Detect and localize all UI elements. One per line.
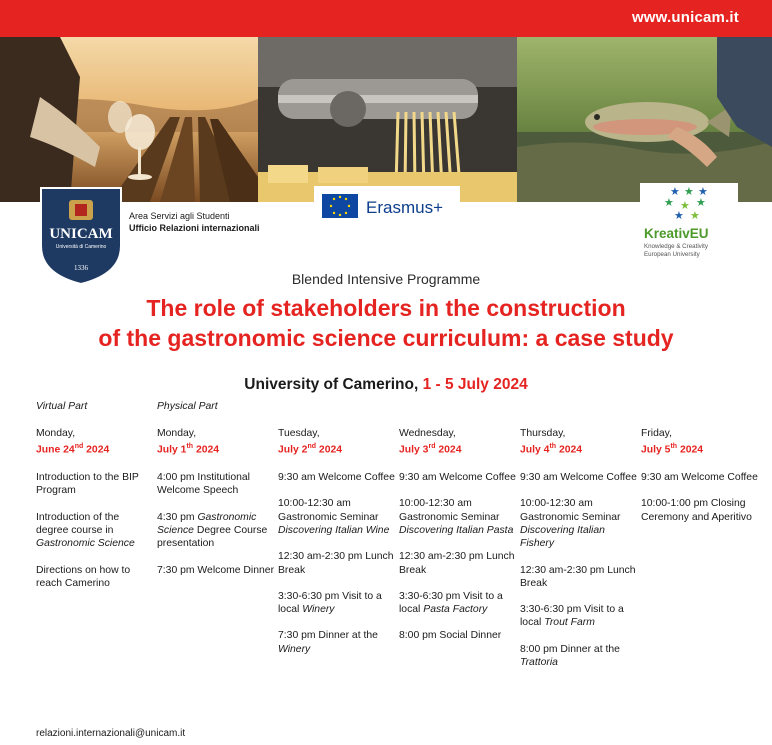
part-label: Physical Part (157, 401, 218, 412)
svg-text:★: ★ (680, 199, 690, 212)
schedule-item: 7:30 pm Dinner at the Winery (278, 630, 378, 655)
date: July 3rd 2024 (399, 443, 462, 456)
schedule-item: 9:30 am Welcome Coffee (399, 472, 516, 484)
programme-title (0, 293, 772, 353)
pasta-photo (258, 37, 517, 202)
part-label (520, 400, 638, 427)
erasmus-text: Erasmus+ (366, 198, 443, 217)
part-label (641, 400, 759, 427)
programme-kind: Blended Intensive Programme (291, 271, 481, 287)
schedule-day-1 (36, 400, 154, 603)
schedule-item: 12:30 am-2:30 pm Lunch Break (278, 551, 394, 576)
kreativeu-text: KreativEU (644, 226, 709, 241)
schedule-item: 9:30 am Welcome Coffee (520, 472, 637, 484)
kreativeu-sub2: European University (644, 251, 700, 258)
contact-email[interactable]: relazioni.internazionali@unicam.it (36, 728, 186, 739)
weekday: Tuesday, (278, 428, 320, 439)
schedule-item: 12:30 am-2:30 pm Lunch Break (399, 551, 515, 576)
schedule-item: 8:00 pm Social Dinner (399, 630, 502, 642)
schedule-item: 7:30 pm Welcome Dinner (157, 564, 275, 576)
weekday: Monday, (157, 428, 197, 439)
schedule-item: 4:30 pm Gastronomic Science Degree Course presentation (157, 511, 268, 550)
schedule-item: 3:30-6:30 pm Visit to a local Pasta Factory (399, 590, 503, 616)
schedule-item: 3:30-6:30 pm Visit to a local Trout Farm (520, 604, 624, 629)
date: June 24nd 2024 (36, 443, 110, 456)
schedule-item: 3:30-6:30 pm Visit to a local Winery (278, 590, 382, 616)
date: July 5th 2024 (641, 443, 704, 456)
kreativeu-sub1: Knowledge & Creativity (644, 243, 708, 250)
kreativeu-logo (640, 183, 738, 261)
weekday: Monday, (36, 428, 76, 439)
erasmus-logo (314, 186, 460, 226)
schedule-day-2 (157, 400, 275, 590)
weekday: Friday, (641, 428, 672, 439)
day-heading (399, 427, 517, 457)
part-label: Virtual Part (36, 401, 88, 412)
schedule-item: 9:30 am Welcome Coffee (641, 472, 758, 484)
schedule-item: 9:30 am Welcome Coffee (278, 472, 395, 484)
wine-photo (0, 37, 258, 202)
schedule-day-5 (520, 400, 638, 682)
trout-photo (517, 37, 772, 202)
svg-text:★: ★ (696, 196, 706, 209)
title-line2: of the gastronomic science curriculum: a case study (98, 325, 674, 351)
date: July 4th 2024 (520, 443, 583, 456)
office-line1: Area Servizi agli Studenti (129, 211, 230, 221)
schedule-item: 10:00-12:30 am Gastronomic Seminar Discovering Italian Pasta (399, 498, 514, 536)
site-url[interactable]: www.unicam.it (631, 9, 739, 26)
day-heading (278, 427, 396, 457)
schedule-day-3 (278, 400, 396, 669)
schedule-item: 8:00 pm Dinner at the Trattoria (520, 643, 620, 669)
day-heading (36, 427, 154, 457)
dates: 1 - 5 July 2024 (422, 376, 528, 393)
schedule-day-4 (399, 400, 517, 656)
weekday: Wednesday, (399, 428, 456, 439)
date: July 2nd 2024 (278, 443, 343, 456)
title-line1: The role of stakeholders in the construction (146, 295, 626, 321)
venue: University of Camerino, (244, 376, 419, 393)
schedule-item: Introduction of the degree course in Gastronomic Science (36, 511, 135, 550)
day-heading (641, 427, 759, 457)
unicam-logo-text: UNICAM (49, 226, 113, 242)
schedule-item: 10:00-12:30 am Gastronomic Seminar Discovering Italian Wine (278, 498, 390, 536)
weekday: Thursday, (520, 428, 566, 439)
svg-text:★: ★ (684, 185, 694, 198)
day-heading (157, 427, 275, 457)
schedule-item: 10:00-1:00 pm Closing Ceremony and Aperitivo (641, 498, 752, 523)
svg-text:★: ★ (690, 209, 700, 222)
part-label (278, 400, 396, 427)
venue-dates (0, 376, 772, 394)
day-heading (520, 427, 638, 457)
schedule-item: Introduction to the BIP Program (36, 472, 139, 497)
office-line2: Ufficio Relazioni internazionali (129, 223, 260, 233)
schedule-item: 4:00 pm Institutional Welcome Speech (157, 472, 250, 497)
schedule-item: 10:00-12:30 am Gastronomic Seminar Discovering Italian Fishery (520, 498, 621, 550)
svg-text:★: ★ (664, 196, 674, 209)
date: July 1th 2024 (157, 443, 220, 456)
svg-text:★: ★ (698, 185, 708, 198)
schedule-day-6 (641, 400, 759, 537)
schedule-item: Directions on how to reach Camerino (36, 564, 131, 589)
schedule-item: 12:30 am-2:30 pm Lunch Break (520, 564, 636, 589)
unicam-logo-year: 1336 (74, 264, 88, 272)
part-label (399, 400, 517, 427)
svg-text:★: ★ (674, 209, 684, 222)
svg-text:★: ★ (670, 185, 680, 198)
top-banner (0, 0, 772, 37)
unicam-logo-subtitle: Università di Camerino (55, 244, 107, 250)
office-block (129, 210, 260, 234)
